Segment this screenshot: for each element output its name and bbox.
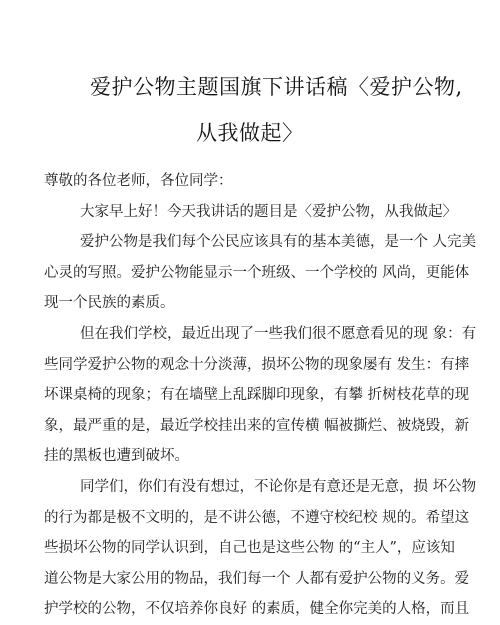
paragraph-line: 挂的黑板也遭到破坏。 bbox=[44, 448, 189, 465]
paragraph-line: 但在我们学校，最近出现了一些我们很不愿意看见的现 象：有 bbox=[80, 325, 477, 342]
paragraph-line: 道公物是大家公用的物品，我们每一个 人都有爱护公物的义务。爱 bbox=[44, 570, 470, 587]
paragraph-line: 的行为都是极不文明的，是不讲公德，不遵守校纪校 规的。希望这 bbox=[44, 509, 470, 526]
paragraph-line: 护学校的公物，不仅培养你良好 的素质，健全你完美的人格，而且 bbox=[44, 601, 470, 618]
document-body bbox=[44, 166, 477, 625]
paragraph-line: 同学们，你们有没有想过，不论你是有意还是无意，损 坏公物 bbox=[80, 478, 477, 495]
title-line-2: 从我做起〉 bbox=[196, 121, 304, 145]
paragraph-line: 象，最严重的是，最近学校挂出来的宣传横 幅被撕烂、被烧毁，新 bbox=[44, 417, 470, 434]
paragraph-line: 爱护公物是我们每个公民应该具有的基本美德，是一个 人完美 bbox=[80, 234, 477, 251]
salutation-line: 尊敬的各位老师，各位同学： bbox=[44, 173, 233, 189]
paragraph-line: 些损坏公物的同学认识到，自己也是这些公物 的“主人”，应该知 bbox=[44, 540, 455, 557]
paragraph-line: 心灵的写照。爱护公物能显示一个班级、一个学校的 风尚，更能体 bbox=[44, 264, 470, 281]
paragraph-line: 大家早上好！今天我讲话的题目是〈爱护公物，从我做起〉 bbox=[80, 203, 457, 220]
paragraph-line: 现一个民族的素质。 bbox=[44, 295, 175, 312]
paragraph-line: 坏课桌椅的现象；有在墙壁上乱踩脚印现象，有攀 折树枝花草的现 bbox=[44, 387, 470, 404]
paragraph-line: 些同学爱护公物的观念十分淡薄，损坏公物的现象屡有 发生：有摔 bbox=[44, 356, 470, 373]
document-title bbox=[90, 64, 490, 156]
title-line-1: 爱护公物主题国旗下讲话稿〈爱护公物, bbox=[90, 75, 463, 99]
